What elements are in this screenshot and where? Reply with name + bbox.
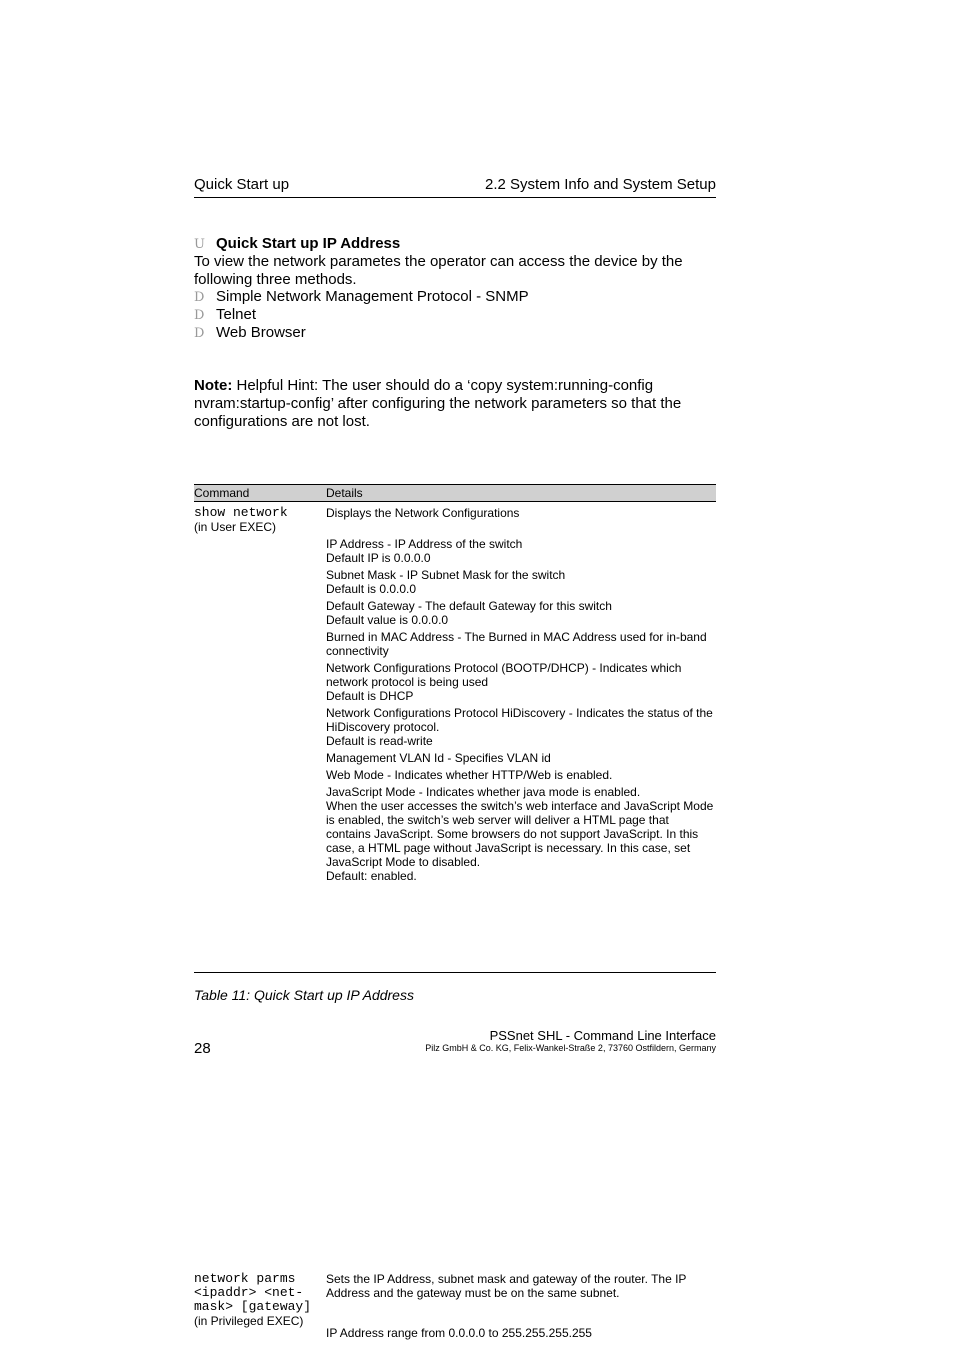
list-bullet: D [194, 326, 205, 341]
footer-address: Pilz GmbH & Co. KG, Felix-Wankel-Straße 2, 73760 Ostfildern, Germany [425, 1043, 716, 1053]
command-name: network parms [194, 1271, 296, 1286]
document-page [194, 0, 716, 1340]
detail-text: Network Configurations Protocol HiDiscovery - Indicates the status of the HiDiscovery protocol. Default is read-write [326, 706, 713, 748]
detail-text: IP Address - IP Address of the switch Default IP is 0.0.0.0 [326, 537, 523, 565]
method-list [194, 288, 529, 342]
column-header-details: Details [326, 486, 363, 500]
command-mode: (in User EXEC) [194, 520, 277, 534]
heading-bullet: U [194, 237, 205, 252]
table-bottom-rule [194, 972, 716, 973]
page-number: 28 [194, 1040, 211, 1057]
command-cell [194, 506, 324, 534]
method-label: Simple Network Management Protocol - SNMP [216, 288, 529, 305]
section-heading [194, 235, 400, 252]
note-text: Helpful Hint: The user should do a ‘copy system:running-config nvram:startup-config’ after configuring the network parameters so that the configurations are not lost. [194, 377, 682, 430]
list-item [194, 324, 529, 342]
table-row [194, 506, 716, 891]
detail-text: Sets the IP Address, subnet mask and gateway of the router. The IP Address and the gateway must be on the same subnet. [326, 1272, 687, 1300]
column-header-command: Command [194, 486, 250, 500]
table-caption: Table 11: Quick Start up IP Address [194, 987, 414, 1003]
details-cell [326, 1272, 716, 1343]
footer-doc-title: PSSnet SHL - Command Line Interface [489, 1028, 716, 1043]
method-label: Web Browser [216, 324, 306, 341]
detail-text: Subnet Mask - IP Subnet Mask for the switch Default is 0.0.0.0 [326, 568, 566, 596]
command-cell [194, 1272, 324, 1328]
detail-text: Management VLAN Id - Specifies VLAN id [326, 751, 551, 765]
detail-text: JavaScript Mode - Indicates whether java mode is enabled. When the user accesses the switch’s web interface and JavaScript Mode is enabled, the switch’s web server will deliver a HTML page that contains JavaScript. Some browsers do not support JavaScript. In this case, a HTML page without JavaScript is necessary. In this case, set JavaScript Mode to disabled. Default: enabled. [326, 785, 714, 883]
command-name: show network [194, 505, 288, 520]
command-args: <ipaddr> <net-mask> [gateway] [194, 1285, 312, 1314]
method-label: Telnet [216, 306, 257, 323]
list-bullet: D [194, 308, 205, 323]
detail-text: Default Gateway - The default Gateway for this switch Default value is 0.0.0.0 [326, 599, 612, 627]
table-row [194, 1272, 716, 1362]
detail-text: Burned in MAC Address - The Burned in MAC Address used for in-band connectivity [326, 630, 707, 658]
page-header [194, 176, 716, 198]
details-cell [326, 506, 716, 886]
note-paragraph [194, 377, 716, 431]
detail-text: IP Address range from 0.0.0.0 to 255.255.255.255 [326, 1326, 592, 1340]
header-section: 2.2 System Info and System Setup [485, 176, 716, 193]
command-mode: (in Privileged EXEC) [194, 1314, 304, 1328]
note-label: Note: [194, 377, 233, 394]
table-header [194, 484, 716, 502]
detail-text: Network Configurations Protocol (BOOTP/DHCP) - Indicates which network protocol is being used Default is DHCP [326, 661, 682, 703]
detail-text: Displays the Network Configurations [326, 506, 520, 520]
section-title: Quick Start up IP Address [216, 235, 401, 252]
list-bullet: D [194, 290, 205, 305]
detail-text: Web Mode - Indicates whether HTTP/Web is enabled. [326, 768, 613, 782]
list-item [194, 306, 529, 324]
intro-paragraph: To view the network parametes the operator can access the device by the following three methods. [194, 253, 683, 288]
header-chapter: Quick Start up [194, 176, 290, 193]
list-item [194, 288, 529, 306]
